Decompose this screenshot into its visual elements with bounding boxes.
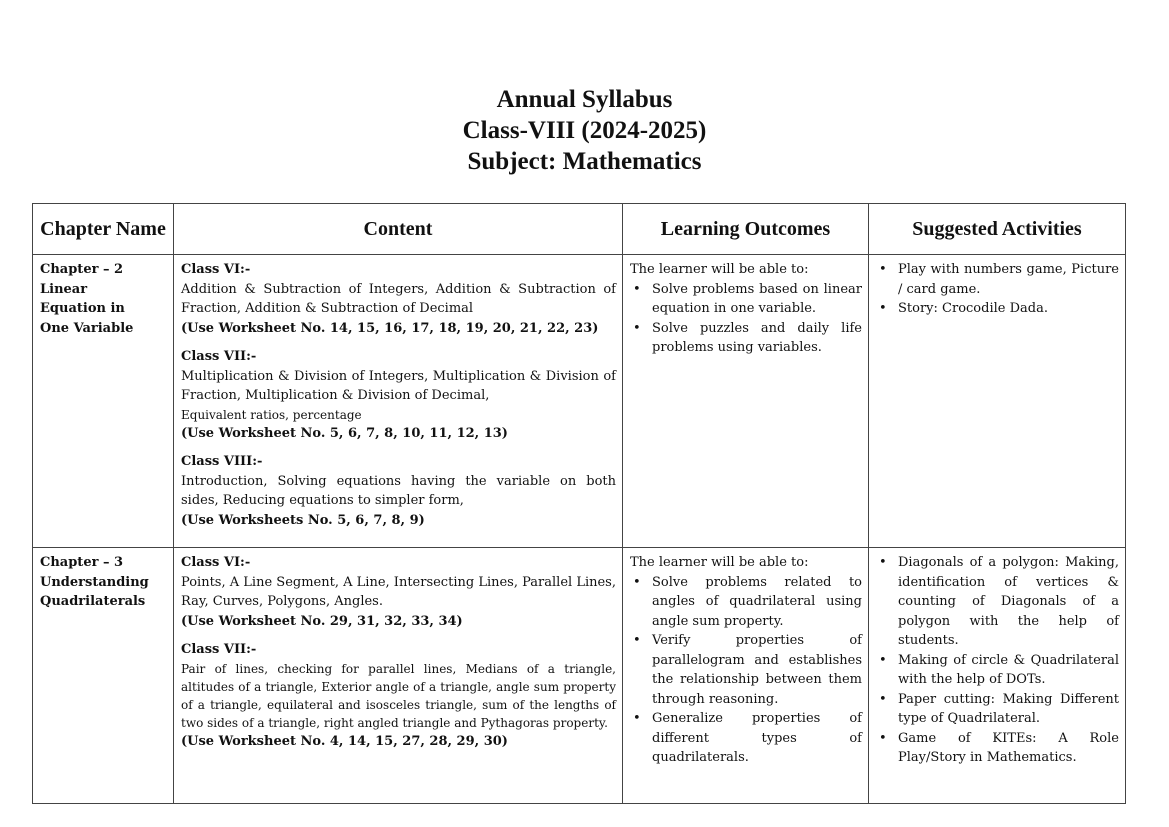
chapter-number: Chapter – 2 [40,262,124,277]
list-item: • Solve puzzles and daily life problems using variables. [652,319,862,358]
chapter-name-line: Equation in [40,301,125,316]
document-title [0,84,1169,177]
table-row [33,255,1126,548]
table-header-row [33,204,1126,255]
content-block [181,640,616,751]
list-item: • Diagonals of a polygon: Making, identification of vertices & counting of Diagonals of a polygon with the help of students. [898,553,1119,651]
worksheet-ref: (Use Worksheet No. 4, 14, 15, 27, 28, 29, 30) [181,733,508,749]
content-block [181,553,616,631]
list-item: • Solve problems based on linear equation in one variable. [652,280,862,319]
content-block [181,347,616,443]
list-item: • Solve problems related to angles of quadrilateral using angle sum property. [652,573,862,632]
outcomes-intro: The learner will be able to: [630,555,809,570]
worksheet-ref: (Use Worksheet No. 29, 31, 32, 33, 34) [181,613,463,629]
content-extra: Equivalent ratios, percentage [181,407,362,422]
class-heading: Class VII:- [181,349,257,364]
activities-cell [869,255,1126,548]
title-line-2: Class-VIII (2024-2025) [462,117,707,144]
outcomes-list [630,280,862,358]
worksheet-ref: (Use Worksheets No. 5, 6, 7, 8, 9) [181,512,425,528]
title-line-1: Annual Syllabus [496,86,673,113]
content-text: Addition & Subtraction of Integers, Addition & Subtraction of Fraction, Addition & Subtraction of Decimal [181,281,616,316]
content-extra: Pair of lines, checking for parallel lines, Medians of a triangle, altitudes of a triangle, Exterior angle of a triangle, angle sum property of a triangle, equilateral and isosceles triangle, sum of the lengths of two sides of a triangle, right angled triangle and Pythagoras property. [181,661,616,730]
chapter-name-line: Quadrilaterals [40,594,146,609]
list-item: • Generalize properties of different types of quadrilaterals. [652,709,862,768]
content-cell [174,548,623,804]
header-activities: Suggested Activities [869,204,1126,255]
outcomes-cell [623,548,869,804]
header-outcomes: Learning Outcomes [623,204,869,255]
content-text: Introduction, Solving equations having the variable on both sides, Reducing equations to simpler form, [181,473,616,508]
syllabus-table [32,203,1126,804]
worksheet-ref: (Use Worksheet No. 14, 15, 16, 17, 18, 19, 20, 21, 22, 23) [181,320,599,336]
chapter-cell [33,548,174,804]
content-text: Points, A Line Segment, A Line, Intersecting Lines, Parallel Lines, Ray, Curves, Polygons, Angles. [181,574,616,609]
outcomes-list [630,573,862,768]
content-cell [174,255,623,548]
header-chapter: Chapter Name [33,204,174,255]
outcomes-cell [623,255,869,548]
class-heading: Class VIII:- [181,454,263,469]
worksheet-ref: (Use Worksheet No. 5, 6, 7, 8, 10, 11, 12, 13) [181,425,508,441]
chapter-cell [33,255,174,548]
class-heading: Class VII:- [181,642,257,657]
header-content: Content [174,204,623,255]
chapter-name-line: Linear [40,281,88,297]
chapter-name-line: Understanding [40,574,149,590]
list-item: • Story: Crocodile Dada. [898,299,1119,319]
title-line-3: Subject: Mathematics [467,148,702,175]
content-block [181,452,616,530]
activities-list [876,553,1119,768]
activities-cell [869,548,1126,804]
list-item: • Verify properties of parallelogram and establishes the relationship between them through reasoning. [652,631,862,709]
list-item: • Paper cutting: Making Different type of Quadrilateral. [898,690,1119,729]
list-item: • Game of KITEs: A Role Play/Story in Mathematics. [898,729,1119,768]
table-row [33,548,1126,804]
content-text: Multiplication & Division of Integers, Multiplication & Division of Fraction, Multiplication & Division of Decimal, [181,368,616,403]
content-block [181,260,616,338]
chapter-name-line: One Variable [40,320,134,336]
outcomes-intro: The learner will be able to: [630,262,809,277]
list-item: • Making of circle & Quadrilateral with the help of DOTs. [898,651,1119,690]
activities-list [876,260,1119,319]
class-heading: Class VI:- [181,555,251,570]
class-heading: Class VI:- [181,262,251,277]
chapter-number: Chapter – 3 [40,555,124,570]
list-item: • Play with numbers game, Picture / card game. [898,260,1119,299]
